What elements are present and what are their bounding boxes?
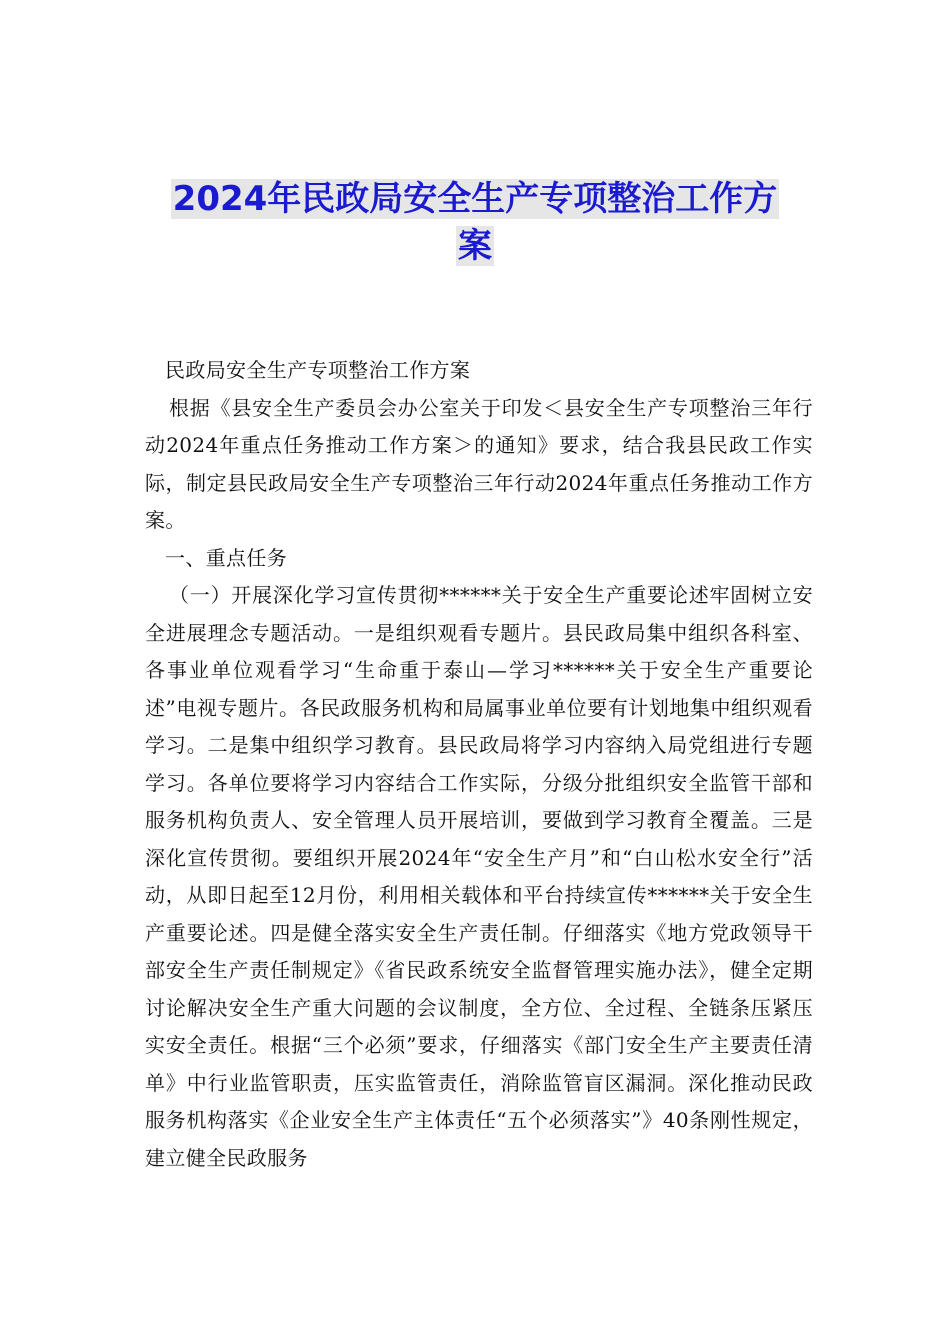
title-line-1: 2024年民政局安全生产专项整治工作方 [172, 179, 778, 219]
title-line-2: 案 [458, 226, 492, 266]
section-heading: 一、重点任务 [165, 545, 288, 570]
document-title [140, 176, 810, 270]
task-paragraph: （一）开展深化学习宣传贯彻******关于安全生产重要论述牢固树立安全进展理念专题活动。一是组织观看专题片。县民政局集中组织各科室、各事业单位观看学习“生命重于泰山—学习******关于安全生产重要论述”电视专题片。各民政服务机构和局属事业单位要有计划地集中组织观看学习。二是集中组织学习教育。县民政局将学习内容纳入局党组进行专题学习。各单位要将学习内容结合工作实际，分级分批组织安全监管干部和服务机构负责人、安全管理人员开展培训，要做到学习教育全覆盖。三是深化宣传贯彻。要组织开展2024年“安全生产月”和“白山松水安全行”活动，从即日起至12月份，利用相关载体和平台持续宣传******关于安全生产重要论述。四是健全落实安全生产责任制。仔细落实《地方党政领导干部安全生产责任制规定》《省民政系统安全监督管理实施办法》，健全定期讨论解决安全生产重大问题的会议制度，全方位、全过程、全链条压紧压实安全责任。根据“三个必须”要求，仔细落实《部门安全生产主要责任清单》中行业监管职责，压实监管责任，消除监管盲区漏洞。深化推动民政服务机构落实《企业安全生产主体责任“五个必须落实”》40条刚性规定，建立健全民政服务 [145, 583, 813, 1170]
document-body [145, 352, 813, 1177]
document-subtitle: 民政局安全生产专项整治工作方案 [165, 358, 471, 382]
intro-paragraph: 根据《县安全生产委员会办公室关于印发＜县安全生产专项整治三年行动2024年重点任务推动工作方案＞的通知》要求，结合我县民政工作实际，制定县民政局安全生产专项整治三年行动2024年重点任务推动工作方案。 [145, 395, 813, 532]
